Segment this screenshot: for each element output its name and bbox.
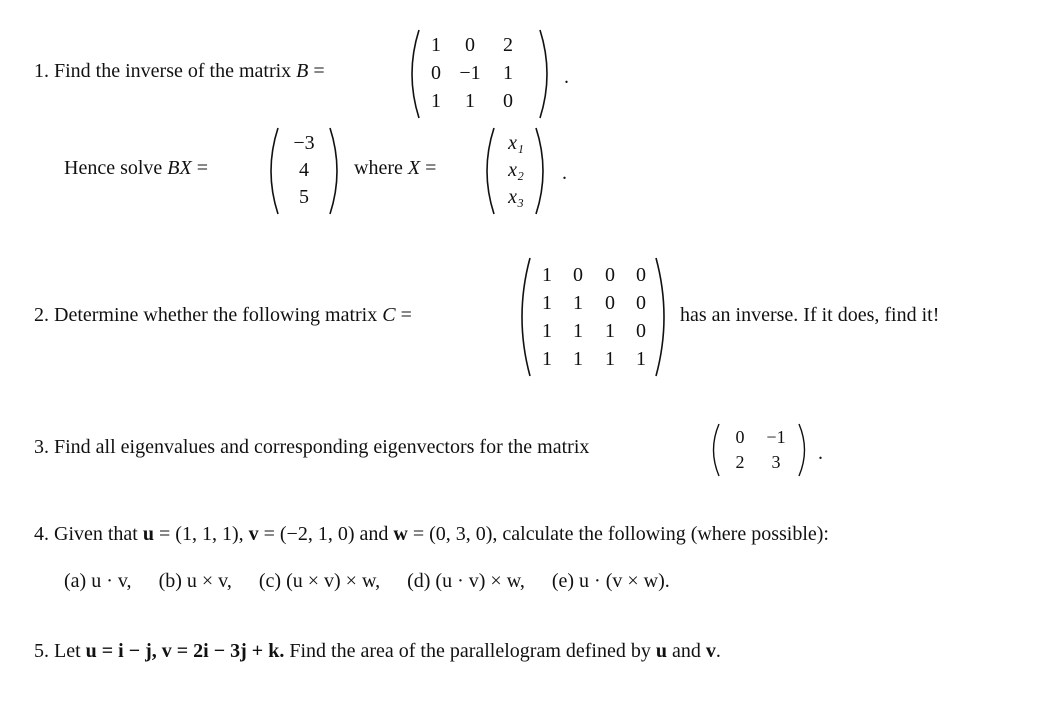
left-paren: [512, 256, 534, 378]
matrix-c: [532, 261, 656, 373]
vector-v: v: [705, 640, 716, 662]
matrix-b-cell: 1: [431, 34, 441, 56]
problem-5-text: Find the area of the parallelogram defined by: [284, 640, 656, 662]
matrix-c-cell: 0: [636, 292, 646, 314]
vector-definitions: u = i − j, v = 2i − 3j + k.: [85, 640, 285, 662]
x-symbol: X: [407, 157, 421, 179]
x-vector-cell: x₂: [508, 159, 524, 181]
right-paren: [326, 126, 346, 216]
equals-sign: =: [196, 157, 209, 179]
matrix-b: [424, 32, 524, 114]
rhs-cell: −3: [293, 132, 315, 154]
problem-2-text: 2. Determine whether the following matrix: [34, 304, 383, 326]
problem-1-statement: [34, 60, 325, 83]
rhs-vector: [284, 130, 324, 211]
matrix-c-cell: 0: [636, 264, 646, 286]
matrix-c-cell: 1: [542, 320, 552, 342]
equals-sign: =: [400, 304, 412, 326]
vector-u: u: [655, 640, 667, 662]
rhs-cell: 5: [299, 186, 309, 208]
matrix-2x2: [722, 425, 794, 475]
part-e: (e) u · (v × w).: [551, 570, 670, 592]
matrix-b-cell: 1: [503, 62, 513, 84]
where-text: [354, 157, 436, 180]
matrix-c-cell: 1: [605, 348, 615, 370]
period: .: [562, 162, 567, 184]
problem-5-intro: 5. Let: [34, 640, 86, 662]
matrix-c-cell: 1: [573, 320, 583, 342]
hence-solve-text: [64, 157, 208, 180]
left-paren: [706, 422, 722, 478]
matrix-b-cell: 0: [431, 62, 441, 84]
problem-4-intro: 4. Given that: [34, 523, 143, 545]
rhs-cell: 4: [299, 159, 309, 181]
matrix-c-cell: 0: [605, 292, 615, 314]
matrix-c-cell: 0: [573, 264, 583, 286]
problem-1-text: 1. Find the inverse of the matrix: [34, 60, 297, 82]
period: .: [564, 66, 569, 88]
problem-4-statement: [34, 523, 829, 546]
part-d: (d) (u · v) × w,: [407, 570, 525, 592]
matrix-c-cell: 1: [573, 348, 583, 370]
matrix-b-symbol: B: [296, 60, 309, 82]
matrix-2x2-cell: 3: [771, 452, 781, 472]
matrix-b-cell: 2: [503, 34, 513, 56]
period: .: [715, 640, 721, 662]
matrix-b-cell: 1: [431, 90, 441, 112]
right-paren: [532, 126, 552, 216]
equals-sign: =: [425, 157, 437, 179]
matrix-b-cell: 0: [503, 90, 513, 112]
matrix-c-cell: 1: [542, 348, 552, 370]
matrix-2x2-cell: 2: [735, 452, 745, 472]
matrix-2x2-cell: −1: [766, 427, 786, 447]
x-vector: [500, 130, 532, 211]
part-a: (a) u · v,: [64, 570, 132, 592]
problem-3-text: 3. Find all eigenvalues and corresponding eigenvectors for the matrix: [34, 436, 590, 458]
matrix-b-cell: 1: [465, 90, 475, 112]
and-text: and: [666, 640, 706, 662]
matrix-c-symbol: C: [382, 304, 396, 326]
part-b: (b) u × v,: [158, 570, 232, 592]
vector-v-value: = (−2, 1, 0) and: [258, 523, 394, 545]
equals-sign: =: [313, 60, 325, 82]
problem-2-tail: has an inverse. If it does, find it!: [680, 304, 940, 326]
vector-w: w: [393, 523, 408, 545]
matrix-b-cell: 0: [465, 34, 475, 56]
part-c: (c) (u × v) × w,: [258, 570, 381, 592]
problem-4-parts: [64, 570, 670, 593]
matrix-c-cell: 1: [542, 292, 552, 314]
left-paren: [478, 126, 498, 216]
matrix-c-cell: 1: [605, 320, 615, 342]
period: .: [818, 442, 823, 464]
left-paren: [262, 126, 282, 216]
bx-symbol: BX: [167, 157, 192, 179]
hence-label: Hence solve: [64, 157, 168, 179]
x-vector-cell: x₃: [508, 186, 524, 208]
matrix-c-cell: 0: [636, 320, 646, 342]
matrix-c-cell: 1: [542, 264, 552, 286]
matrix-c-cell: 0: [605, 264, 615, 286]
where-label: where: [354, 157, 408, 179]
x-vector-cell: x₁: [508, 132, 524, 154]
matrix-c-cell: 1: [636, 348, 646, 370]
left-paren: [403, 28, 423, 120]
right-paren: [652, 256, 674, 378]
vector-v: v: [248, 523, 259, 545]
vector-u: u: [142, 523, 154, 545]
matrix-2x2-cell: 0: [735, 427, 745, 447]
problem-5-statement: [34, 640, 721, 663]
vector-u-value: = (1, 1, 1),: [154, 523, 249, 545]
right-paren: [796, 422, 812, 478]
vector-w-value: = (0, 3, 0), calculate the following (where possible):: [407, 523, 829, 545]
right-paren: [536, 28, 556, 120]
problem-2-statement: [34, 304, 412, 327]
matrix-c-cell: 1: [573, 292, 583, 314]
matrix-b-cell: −1: [459, 62, 481, 84]
